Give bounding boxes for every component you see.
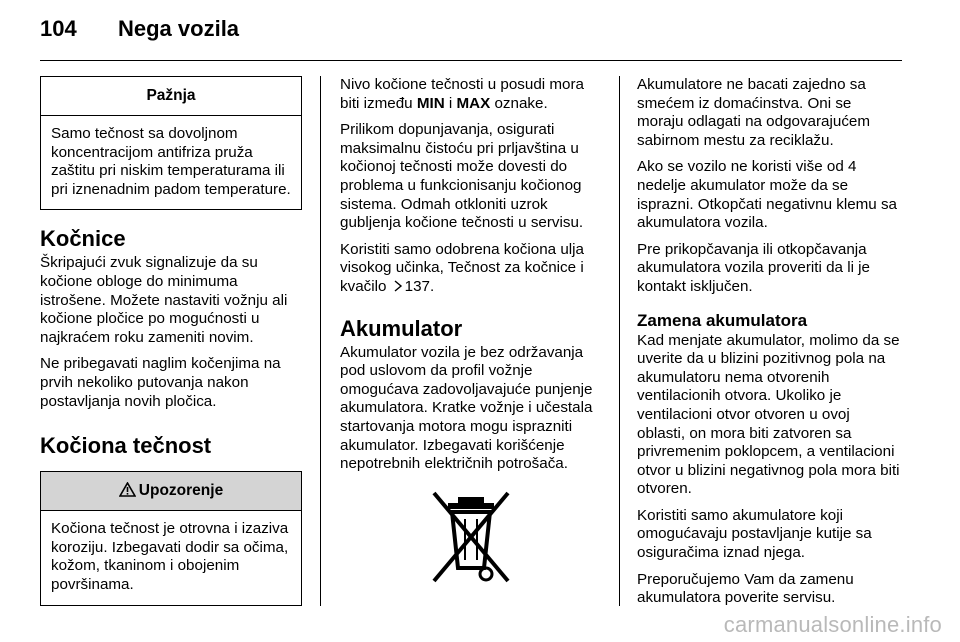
column-divider-1 — [320, 76, 321, 606]
min-mark: MIN — [416, 94, 445, 112]
warning-header — [41, 472, 301, 511]
warning-title: Upozorenje — [138, 482, 224, 500]
ignition-paragraph: Pre prikopčavanja ili otkopčavanja akumulatora vozila proveriti da li je kontakt isključen. — [637, 240, 870, 295]
max-mark: MAX — [456, 94, 491, 112]
brakes-paragraph-2: Ne pribegavati naglim kočenjima na prvih nekoliko putovanja nakon postavljanja novih pločica. — [40, 355, 281, 410]
approved-fluid-paragraph: Koristiti samo odobrena kočiona ulja visokog učinka, Tečnost za kočnice i kvačilo 137. — [340, 241, 602, 298]
page-number: 104 — [40, 16, 77, 41]
replace-paragraph-3: Preporučujemo Vam da zamenu akumulatora poverite servisu. — [637, 570, 854, 607]
replace-paragraph-1: Kad menjate akumulator, molimo da se uverite da u blizini pozitivnog pola na akumulatoru nema otvorenih ventilacionih otvora. Ukoliko je ventilacioni otvor otvoren u ovoj oblasti, on mora biti zatvoren sa privremenim poklopcem, a ventilacioni otvor u blizini negativnog pola mora biti otvoren. — [637, 331, 900, 498]
warning-text: Kočiona tečnost je otrovna i izaziva koroziju. Izbegavati dodir sa očima, kožom, tkaninom i obojenim površinama. — [51, 520, 289, 593]
watermark: carmanualsonline.info — [723, 612, 942, 637]
caution-box — [40, 76, 302, 210]
replace-battery-heading: Zamena akumulatora — [637, 310, 808, 330]
header-divider — [40, 60, 902, 61]
caution-text: Samo tečnost sa dovoljnom koncentracijom antifriza pruža zaštitu pri niskim temperaturama ili pri iznenadnim padom temperature. — [51, 125, 291, 198]
column-divider-2 — [619, 76, 620, 606]
brakes-heading: Kočnice — [40, 226, 126, 252]
caution-title: Pažnja — [41, 77, 301, 116]
page-reference-arrow-icon — [393, 279, 403, 298]
section-title: Nega vozila — [118, 16, 240, 41]
replace-paragraph-2: Koristiti samo akumulatore koji omogućavaju postavljanje kutije sa osiguračima iznad njega. — [637, 506, 872, 562]
brake-fluid-heading: Kočiona tečnost — [40, 433, 212, 459]
page-header — [40, 16, 239, 50]
storage-paragraph: Ako se vozilo ne koristi više od 4 nedelje akumulator može da se isprazni. Otkopčati negativnu klemu sa akumulatora vozila. — [637, 158, 898, 232]
topup-paragraph: Prilikom dopunjavanja, osigurati maksimalnu čistoću pri prljavština u kočionoj tečnosti može dovesti do problema u funkcionisanju kočionog sistema. Odmah otkloniti uzrok gubljenja kočione tečnosti u servisu. — [340, 121, 584, 232]
column-3 — [637, 76, 902, 616]
crossed-bin-icon — [428, 488, 514, 586]
disposal-paragraph: Akumulatore ne bacati zajedno sa smećem iz domaćinstva. Oni se moraju odlagati na odgovarajućem sabirnom mestu za reciklažu. — [637, 76, 871, 149]
warning-triangle-icon — [119, 474, 136, 512]
fluid-level-paragraph: Nivo kočione tečnosti u posudi mora biti između MIN i MAX oznake. — [340, 76, 584, 112]
battery-paragraph-1: Akumulator vozila je bez održavanja pod uslovom da profil vožnje omogućava zadovoljavajuće punjenje akumulatora. Kratke vožnje i učestala startovanja motora mogu isprazniti akumulator. Izbegavati korišćenje nepotrebnih električnih potrošača. — [340, 343, 593, 473]
battery-heading: Akumulator — [340, 315, 463, 341]
column-1 — [40, 76, 302, 622]
page-reference[interactable]: 137. — [404, 277, 435, 295]
column-2 — [340, 76, 602, 586]
recycling-bin-container — [340, 488, 602, 586]
warning-box — [40, 471, 302, 605]
brakes-paragraph-1: Škripajući zvuk signalizuje da su kočione obloge do minimuma istrošene. Možete nastaviti vožnju ali kočione pločice po mogućnosti u najkraćem roku zameniti novim. — [40, 254, 288, 346]
